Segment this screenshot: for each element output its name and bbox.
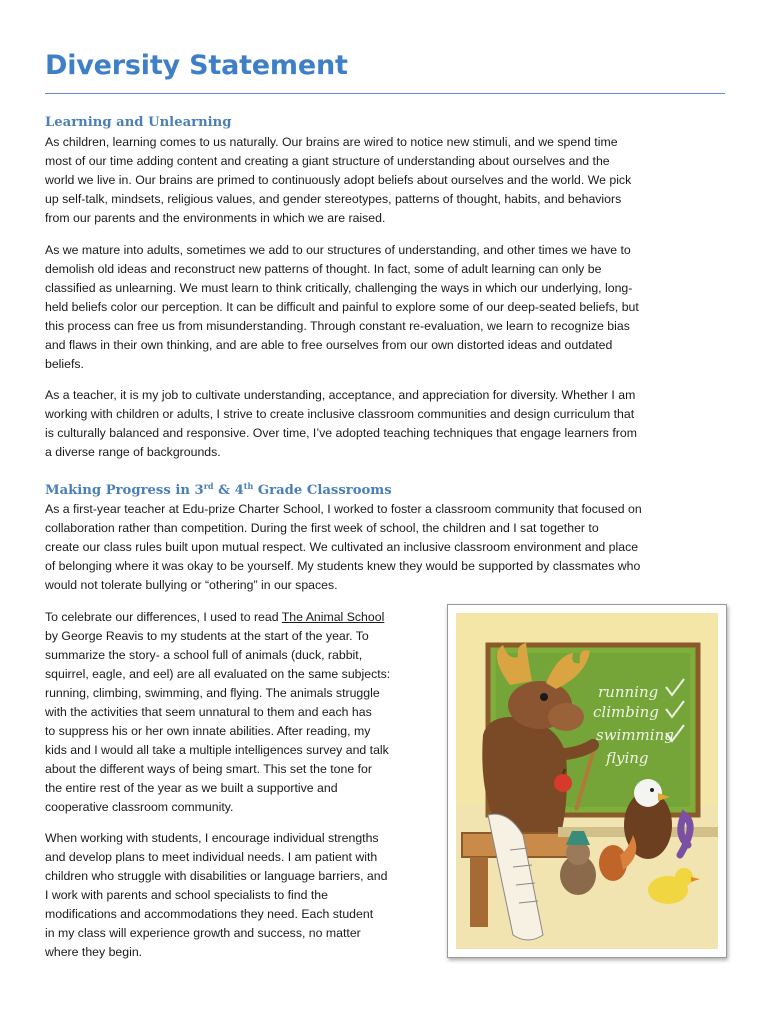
text-line: of belonging where it was okay to be yourself. My students knew they would be supported by classmates who: [45, 559, 641, 573]
paragraph-progress-3: [45, 829, 435, 962]
text-line: about the different ways of being smart. This set the tone for: [45, 762, 372, 776]
text-line: When working with students, I encourage individual strengths: [45, 831, 379, 845]
text-line: running, climbing, swimming, and flying. The animals struggle: [45, 686, 380, 700]
text-line: create our class rules built upon mutual respect. We cultivated an inclusive classroom environment and place: [45, 540, 639, 554]
text-line: to suppress his or her own innate abilities. After reading, my: [45, 724, 371, 738]
text-line: this process can free us from misunderstanding. Through constant re-evaluation, we learn to recognize bias: [45, 319, 630, 333]
text-line: a diverse range of backgrounds.: [45, 445, 221, 459]
text-line: cooperative classroom community.: [45, 800, 234, 814]
text-line: As a teacher, it is my job to cultivate understanding, acceptance, and appreciation for diversity. Whether I am: [45, 388, 636, 402]
text-line: would not tolerate bullying or “othering” in our spaces.: [45, 578, 338, 592]
heading-part: Making Progress in 3: [45, 483, 204, 498]
duck-head: [675, 868, 693, 886]
text-line: collaboration rather than competition. During the first week of school, the children and I sat together to: [45, 521, 599, 535]
text-line: with the activities that seem unnatural to them and each has: [45, 705, 372, 719]
board-word: running: [598, 683, 659, 701]
apple-icon: [554, 774, 572, 792]
text-line: working with children or adults, I strive to create inclusive classroom communities and design curriculum that: [45, 407, 635, 421]
moose-eye: [540, 693, 548, 701]
paragraph-progress-2: [45, 608, 435, 817]
text-fragment: To celebrate our differences, I used to read: [45, 610, 282, 624]
text-line: children who struggle with disabilities or language barriers, and: [45, 869, 388, 883]
text-line: demolish old ideas and reconstruct new patterns of thought. In fact, some of adult learning can only be: [45, 262, 602, 276]
text-line: where they begin.: [45, 945, 143, 959]
text-line: summarize the story- a school full of animals (duck, rabbit,: [45, 648, 363, 662]
text-line: As we mature into adults, sometimes we add to our structures of understanding, and other times we have to: [45, 243, 631, 257]
text-line: modifications and accommodations they need. Each student: [45, 907, 374, 921]
text-line: kids and I would all take a multiple intelligences survey and talk: [45, 743, 389, 757]
page-title: Diversity Statement: [45, 50, 348, 81]
text-line: the entire rest of the year as we built a supportive and: [45, 781, 338, 795]
text-line: by George Reavis to my students at the start of the year. To: [45, 629, 369, 643]
paragraph-learning-1: [45, 133, 631, 228]
heading-part: Grade Classrooms: [253, 483, 392, 498]
text-line: I work with parents and school specialists to find the: [45, 888, 328, 902]
text-line: and flaws in their own thinking, and are able to free ourselves from our own distorted ideas and outdated: [45, 338, 613, 352]
text-line: in my class will experience growth and success, no matter: [45, 926, 361, 940]
heading-superscript: rd: [203, 481, 214, 491]
desk-leg: [470, 857, 488, 927]
heading-part: & 4: [213, 483, 244, 498]
moose-snout: [548, 703, 584, 731]
board-word: climbing: [593, 703, 659, 721]
text-line: [45, 608, 435, 627]
text-line: is culturally balanced and responsive. Over time, I’ve adopted teaching techniques that engage learners from: [45, 426, 637, 440]
text-line: world we live in. Our brains are primed to continuously adopt beliefs about ourselves and the world. We pick: [45, 173, 632, 187]
paragraph-progress-1: [45, 500, 642, 595]
text-line: held beliefs color our perception. It can be difficult and painful to explore some of our deep-seated beliefs, but: [45, 300, 639, 314]
section-heading-progress: [45, 483, 392, 498]
book-title: The Animal School: [281, 610, 385, 624]
text-line: from our parents and the environments in which we are raised.: [45, 211, 386, 225]
eagle-head: [634, 779, 662, 807]
section-heading-learning: Learning and Unlearning: [45, 115, 232, 130]
text-line: As children, learning comes to us naturally. Our brains are wired to notice new stimuli, and we spend time: [45, 135, 618, 149]
eagle-eye: [650, 788, 654, 792]
board-word: swimming: [596, 726, 674, 744]
text-line: squirrel, eagle, and eel) are all evaluated on the same subjects:: [45, 667, 391, 681]
illustration-svg: [448, 605, 726, 957]
text-line: beliefs.: [45, 357, 84, 371]
paragraph-learning-2: [45, 241, 639, 374]
text-line: most of our time adding content and creating a giant structure of understanding about ourselves and the: [45, 154, 610, 168]
animal-school-illustration: [447, 604, 727, 958]
text-line: and develop plans to meet individual needs. I am patient with: [45, 850, 378, 864]
text-line: As a first-year teacher at Edu-prize Charter School, I worked to foster a classroom community that focused on: [45, 502, 642, 516]
heading-superscript: th: [243, 481, 254, 491]
paragraph-learning-3: [45, 386, 637, 462]
text-line: classified as unlearning. We must learn to think critically, challenging the ways in which our underlying, long-: [45, 281, 633, 295]
title-divider: [45, 93, 725, 94]
board-word: flying: [606, 749, 649, 767]
text-line: up self-talk, mindsets, religious values, and gender stereotypes, patterns of thought, habits, and behaviors: [45, 192, 622, 206]
